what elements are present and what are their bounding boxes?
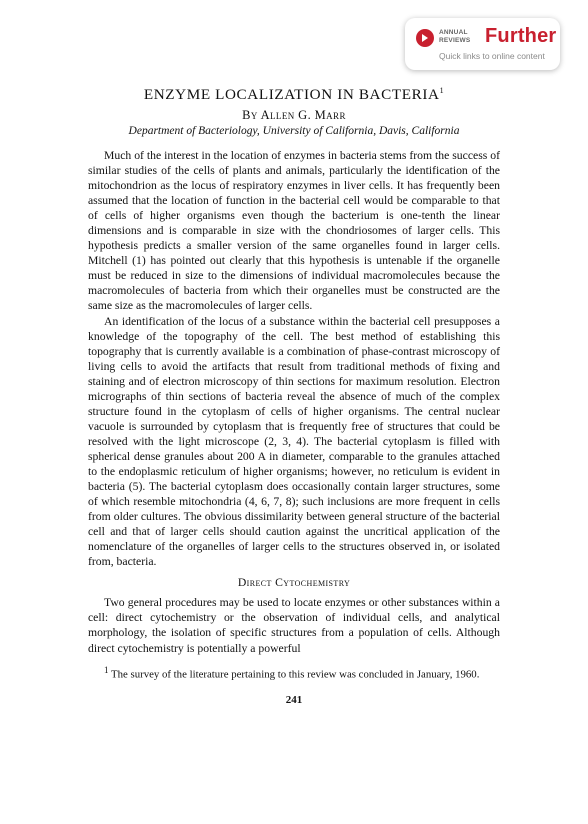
annual-reviews-logo-icon (416, 29, 434, 47)
affiliation: Department of Bacteriology, University of California, Davis, California (128, 125, 460, 137)
article-body (88, 148, 500, 708)
footnote: $^1$ The survey of the literature pertaining to this review was concluded in January, 1960. (104, 664, 480, 681)
further-badge[interactable] (405, 18, 560, 70)
paragraph: Two general procedures may be used to locate enzymes or other substances within a cell: direct cytochemistry or the observation of individual cells, and analytical morphology, the isolation of specific structures from a population of cells. Although direct cytochemistry is potentially a powerful (88, 596, 500, 655)
article-title: ENZYME LOCALIZATION IN BACTERIA$^1$ (143, 86, 445, 104)
further-title: Further (485, 25, 557, 47)
footnote-mark: 1 (104, 664, 109, 675)
title-footnote-mark: 1 (439, 86, 445, 95)
author-line: By Allen G. Marr (242, 108, 346, 122)
further-subtitle: Quick links to online content (439, 51, 545, 61)
section-heading: Direct Cytochemistry (237, 576, 351, 590)
annual-reviews-wordmark: ANNUAL REVIEWS (439, 29, 471, 44)
page-number: 241 (285, 694, 303, 707)
paragraph: An identification of the locus of a substance within the bacterial cell presupposes a knowledge of the topography of the cell. The best method of establishing this topography that is currently available is a combination of phase-contrast microscopy of living cells to avoid the artifacts that result from traditional methods of fixing and staining and of electron microscopy of thin sections for maximum resolution. Electron micrographs of thin sections of bacteria reveal the absence of much of the complex structure found in the cytoplasm of cells of higher organisms. The central nuclear vacuole is surrounded by cytoplasm that is frequently free of structures that could be resolved with the light microscope (2, 3, 4). The bacterial cytoplasm is filled with spherical dense granules about 200 A in diameter, comparable to the granules attached to the endoplasmic reticulum of higher organisms; however, no reticulum is evident in bacteria (5). The bacterial cytoplasm does occasionally contain larger structures, some of which resemble mitochondria (4, 6, 7, 8); such inclusions are more frequent in cells from older cultures. The obvious dissimilarity between general structure of the bacterial cell and that of larger cells should caution against the uncritical application of the nomenclature of the organelles of larger cells to the structures observed in, or isolated from, bacteria. (88, 314, 500, 569)
paragraph: Much of the interest in the location of enzymes in bacteria stems from the success of similar studies of the cells of plants and animals, particularly the identification of the mitochondrion as the locus of respiratory enzymes in liver cells. It has frequently been assumed that the location of function in the bacterial cell would be comparable to that of cells of higher organisms even though the bacterium is one-tenth the linear dimensions and is comparable in size with the chondriosomes of larger cells. This hypothesis predicts a smaller version of the same organelles found in larger cells. Mitchell (1) has pointed out clearly that this hypothesis is untenable if the organelle must be reduced in size to the dimensions of individual macromolecules because the macromolecules of bacteria from which their organelles must be constructed are the same size as the macromolecules of larger cells. (88, 149, 500, 313)
